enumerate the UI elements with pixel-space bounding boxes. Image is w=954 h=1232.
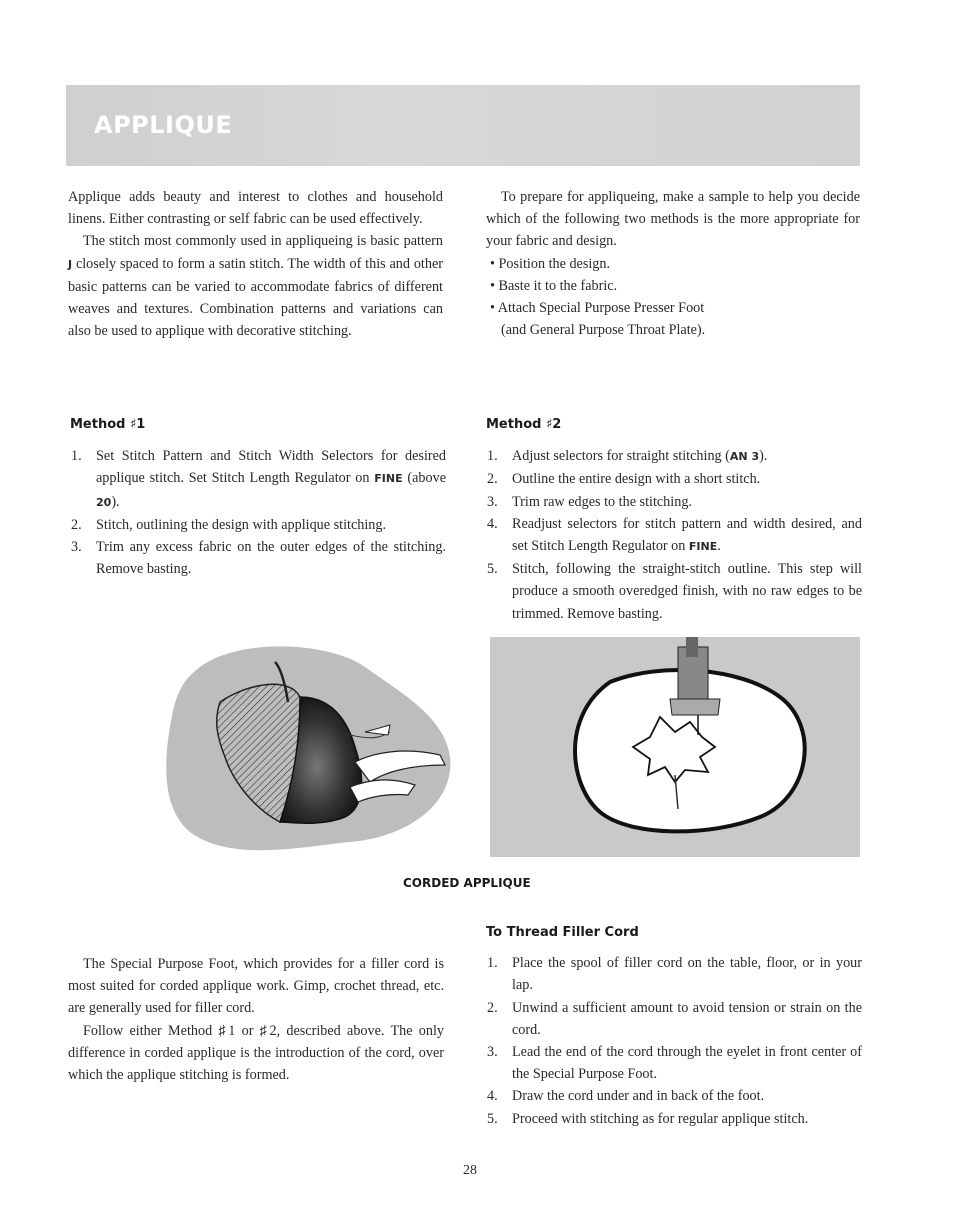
bullet-item: • Position the design. bbox=[490, 255, 611, 272]
method-2-section bbox=[486, 414, 862, 625]
thread-filler-cord-section bbox=[486, 922, 862, 1130]
corded-paragraph-1: The Special Purpose Foot, which provides for a filler cord is most suited for corded applique work. Gimp, crochet thread, etc. are generally used for filler cord. bbox=[68, 956, 444, 1017]
list-item: 4. Draw the cord under and in back of the foot. bbox=[487, 1088, 765, 1105]
list-item: 1. Adjust selectors for straight stitching (AN 3). bbox=[487, 448, 768, 465]
title-banner bbox=[66, 85, 860, 166]
intro-paragraph-1: Applique adds beauty and interest to clothes and household linens. Either contrasting or self fabric can be used effectively. bbox=[68, 189, 443, 228]
page-number: 28 bbox=[463, 1163, 477, 1178]
list-item: 4. Readjust selectors for stitch pattern and width desired, and set Stitch Length Regulator on FINE. bbox=[487, 515, 862, 555]
list-item: 2. Stitch, outlining the design with applique stitching. bbox=[71, 516, 387, 533]
corded-paragraph-2: Follow either Method ♯1 or ♯2, described above. The only difference in corded applique is the introduction of the cord, over which the applique stitching is formed. bbox=[68, 1022, 444, 1084]
method-1-heading: Method ♯1 bbox=[70, 417, 146, 432]
machine-applique-illustration bbox=[490, 637, 860, 857]
corded-applique-caption: CORDED APPLIQUE bbox=[403, 876, 531, 890]
prepare-paragraph: To prepare for appliqueing, make a sample to help you decide which of the following two methods is the more appropriate for your fabric and design. bbox=[486, 189, 860, 250]
intro-section bbox=[68, 186, 443, 342]
thread-list bbox=[486, 952, 862, 1130]
needle-clamp bbox=[686, 637, 698, 657]
list-item: 1. Set Stitch Pattern and Stitch Width Selectors for desired applique stitch. Set Stitch Length Regulator on FINE (above 20). bbox=[71, 448, 446, 510]
list-item: 5. Proceed with stitching as for regular applique stitch. bbox=[487, 1110, 809, 1127]
list-item: 3. Trim any excess fabric on the outer edges of the stitching. Remove basting. bbox=[71, 539, 446, 578]
bullet-item: • Attach Special Purpose Presser Foot bbox=[490, 300, 705, 317]
list-item: 2. Outline the entire design with a short stitch. bbox=[487, 471, 761, 488]
page-title: APPLIQUE bbox=[94, 111, 233, 139]
bullet-item: • Baste it to the fabric. bbox=[490, 277, 618, 294]
list-item: 5. Stitch, following the straight-stitch outline. This step will produce a smooth overedged finish, with no raw edges to be trimmed. Remove basting. bbox=[487, 561, 862, 622]
intro-paragraph-2: The stitch most commonly used in appliqueing is basic pattern J closely spaced to form a satin stitch. The width of this and other basic patterns can be varied to accommodate fabrics of different weaves and textures. Combination patterns and variations can also be used to applique with decorative stitching. bbox=[68, 233, 443, 340]
pear-applique-illustration bbox=[160, 637, 462, 862]
list-item: 2. Unwind a sufficient amount to avoid tension or strain on the cord. bbox=[487, 999, 862, 1038]
thread-heading: To Thread Filler Cord bbox=[486, 925, 639, 940]
special-purpose-foot bbox=[670, 699, 720, 715]
method-2-heading: Method ♯2 bbox=[486, 417, 562, 432]
list-item: 3. Trim raw edges to the stitching. bbox=[487, 493, 692, 510]
corded-section bbox=[68, 953, 444, 1086]
prepare-section bbox=[486, 186, 860, 341]
method-1-section bbox=[70, 414, 446, 580]
list-item: 1. Place the spool of filler cord on the table, floor, or in your lap. bbox=[487, 955, 862, 994]
bullet-continuation: (and General Purpose Throat Plate). bbox=[501, 322, 706, 339]
method-1-list bbox=[70, 445, 446, 580]
list-item: 3. Lead the end of the cord through the eyelet in front center of the Special Purpose Foot. bbox=[487, 1044, 862, 1083]
method-2-list bbox=[486, 445, 862, 625]
